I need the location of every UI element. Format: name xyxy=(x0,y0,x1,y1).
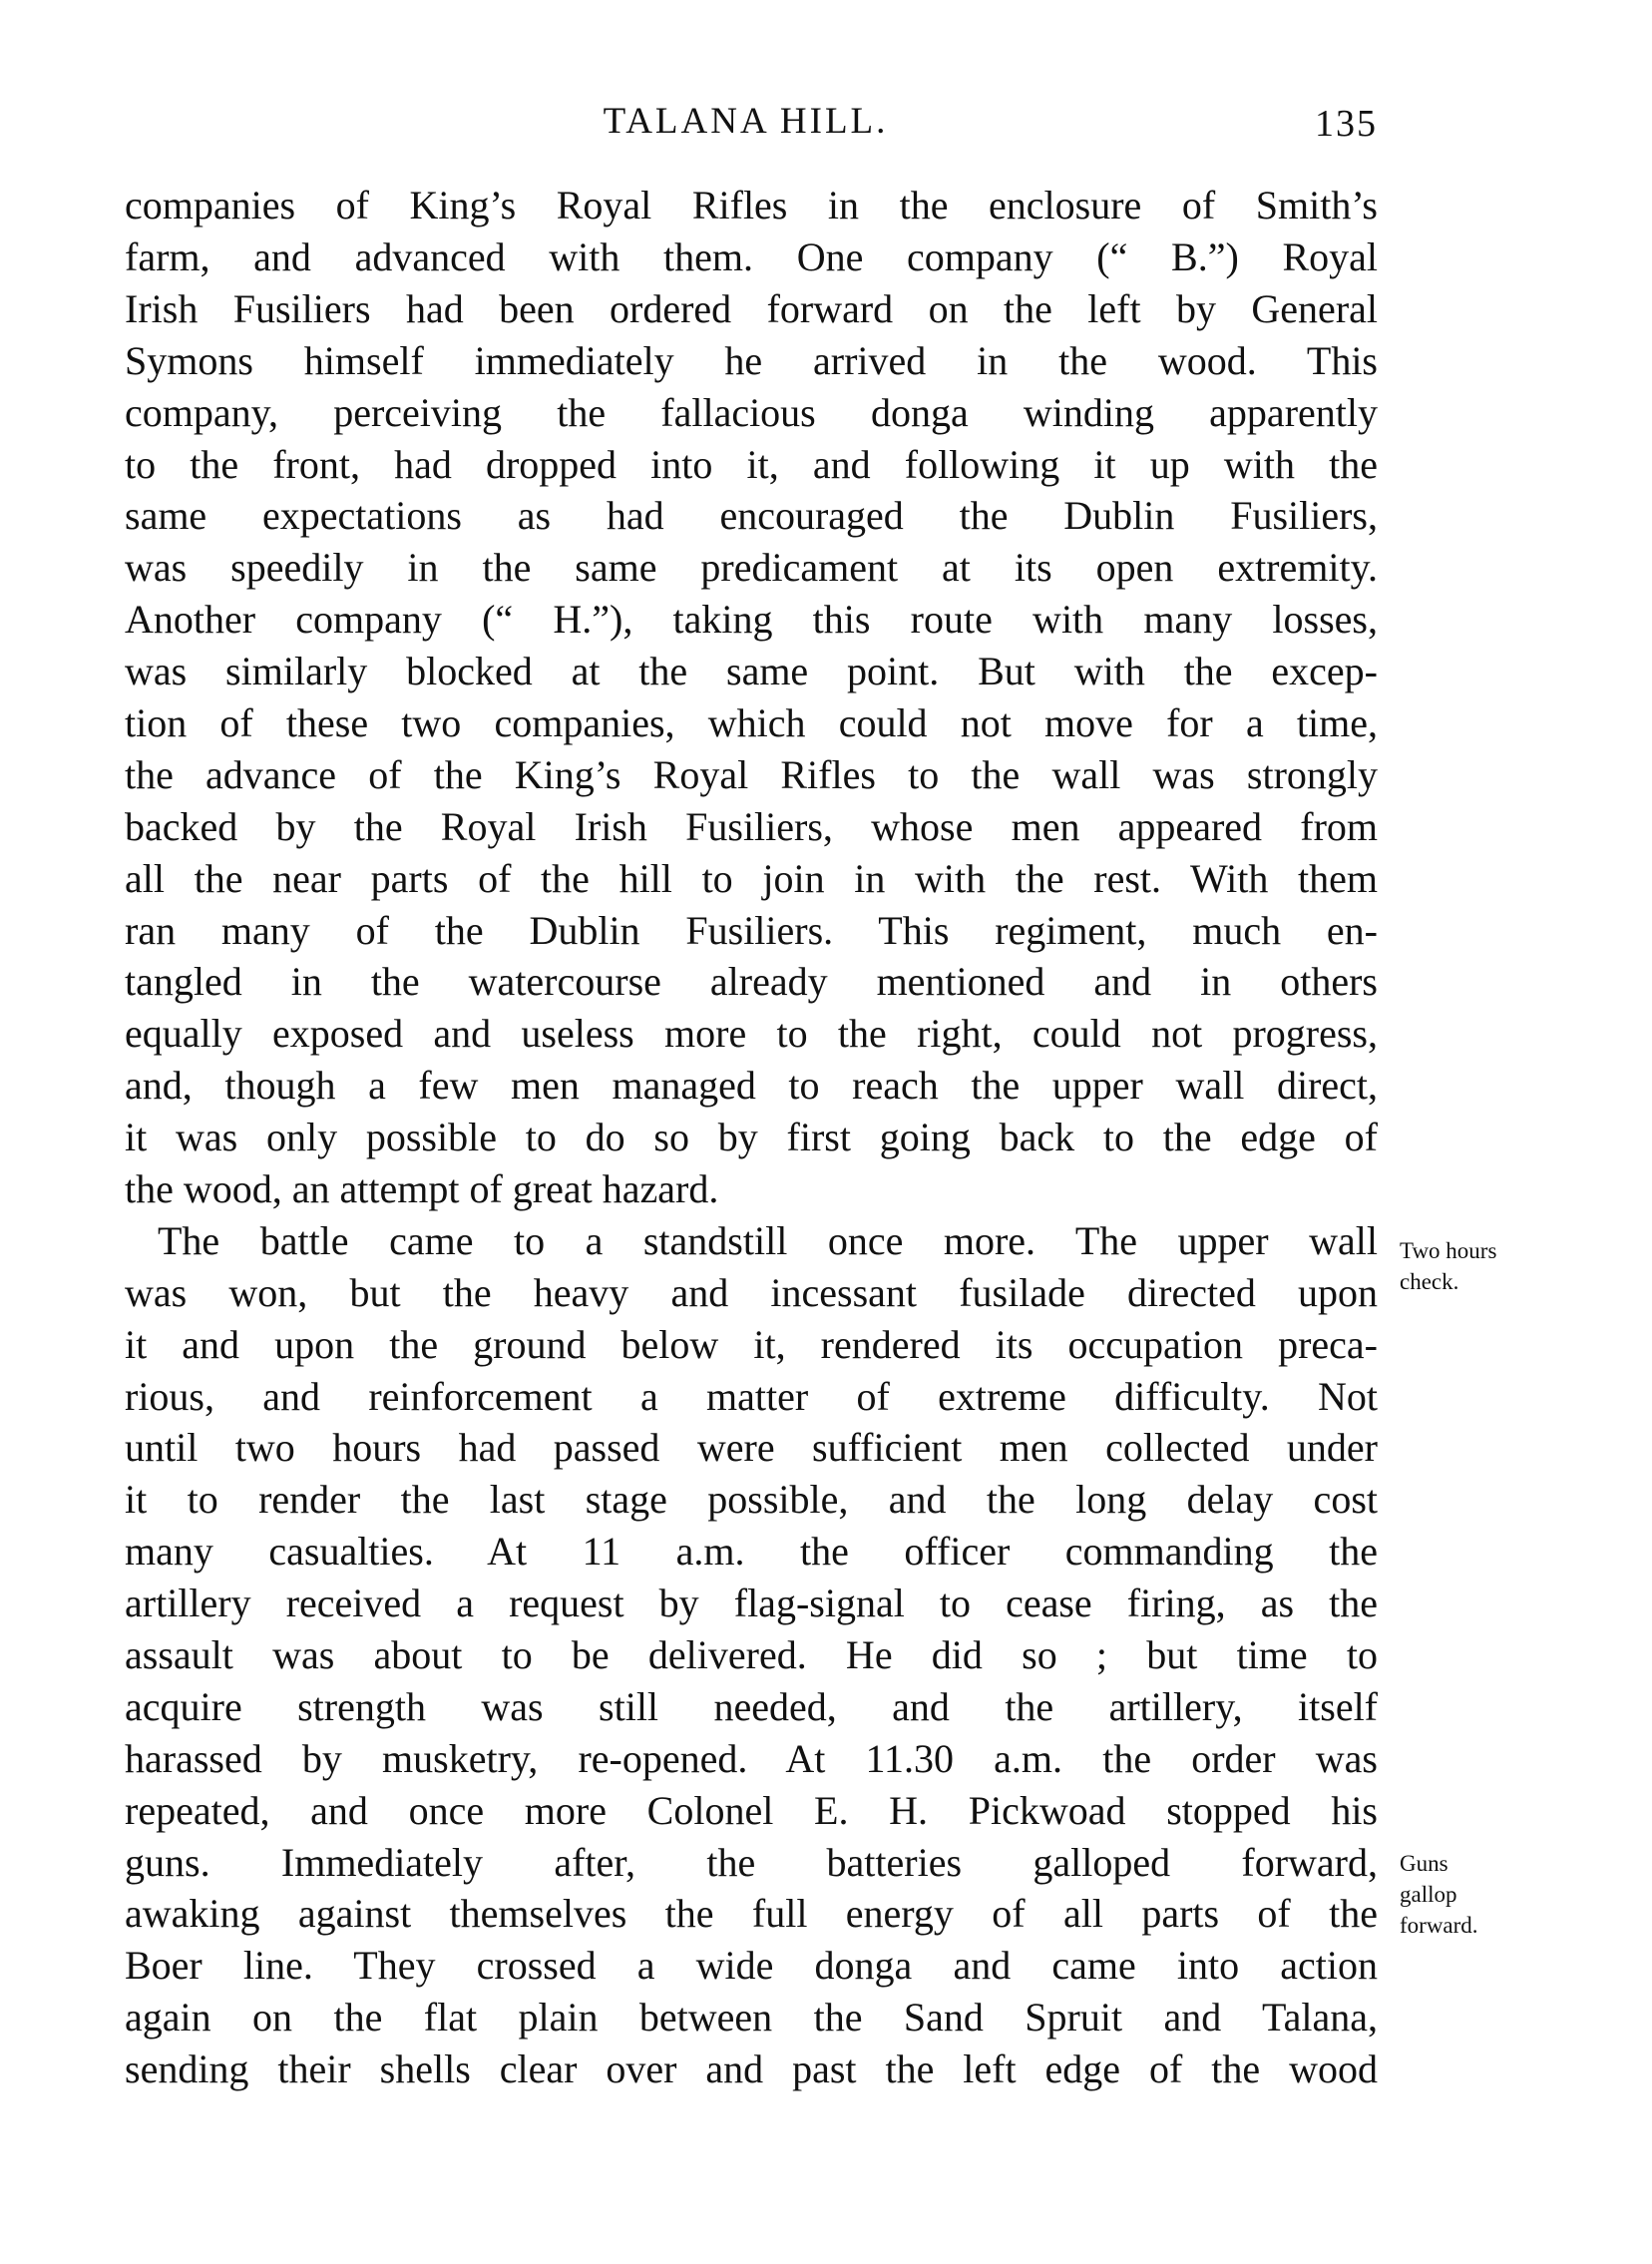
text-line: many casualties. At 11 a.m. the officer commanding the xyxy=(125,1529,1378,1574)
side-note-guns-gallop-forward xyxy=(1400,1848,1619,1941)
text-line: was speedily in the same predicament at its open extremity. xyxy=(125,545,1378,590)
text-line: The battle came to a standstill once more. The upper wall xyxy=(158,1218,1378,1263)
text-line: tion of these two companies, which could not move for a time, xyxy=(125,700,1378,745)
text-line: assault was about to be delivered. He did so ; but time to xyxy=(125,1632,1378,1677)
text-line: backed by the Royal Irish Fusiliers, whose men appeared from xyxy=(125,804,1378,849)
text-line: Boer line. They crossed a wide donga and came into action xyxy=(125,1943,1378,1988)
page-number: 135 xyxy=(1315,103,1378,145)
text-line: and, though a few men managed to reach the upper wall direct, xyxy=(125,1063,1378,1108)
side-note-line: Guns xyxy=(1400,1851,1448,1876)
text-line: all the near parts of the hill to join in with the rest. With them xyxy=(125,856,1378,901)
text-line: equally exposed and useless more to the right, could not progress, xyxy=(125,1011,1378,1056)
side-note-two-hours-check xyxy=(1400,1235,1619,1297)
text-line: artillery received a request by flag-signal to cease firing, as the xyxy=(125,1581,1378,1625)
side-note-line: forward. xyxy=(1400,1913,1478,1938)
text-line: Another company (“ H.”), taking this route with many losses, xyxy=(125,597,1378,642)
text-line: was won, but the heavy and incessant fusilade directed upon xyxy=(125,1270,1378,1315)
text-line: ran many of the Dublin Fusiliers. This regiment, much en- xyxy=(125,908,1378,953)
text-line: company, perceiving the fallacious donga winding apparently xyxy=(125,390,1378,435)
text-line: harassed by musketry, re-opened. At 11.30 a.m. the order was xyxy=(125,1736,1378,1781)
text-line: sending their shells clear over and past the left edge of the wood xyxy=(125,2046,1378,2091)
text-line: it and upon the ground below it, rendered its occupation preca- xyxy=(125,1322,1378,1367)
side-note-line: gallop xyxy=(1400,1882,1457,1907)
text-line: Symons himself immediately he arrived in the wood. This xyxy=(125,338,1378,383)
text-line: again on the flat plain between the Sand Spruit and Talana, xyxy=(125,1995,1378,2039)
running-header xyxy=(0,100,1652,150)
text-line: it to render the last stage possible, and the long delay cost xyxy=(125,1477,1378,1522)
running-title: TALANA HILL. xyxy=(603,101,889,142)
text-line: Irish Fusiliers had been ordered forward on the left by General xyxy=(125,286,1378,331)
text-line: until two hours had passed were sufficient men collected under xyxy=(125,1425,1378,1470)
text-line: tangled in the watercourse already mentioned and in others xyxy=(125,959,1378,1004)
text-line: companies of King’s Royal Rifles in the enclosure of Smith’s xyxy=(125,183,1378,227)
text-line: to the front, had dropped into it, and following it up with the xyxy=(125,442,1378,487)
side-note-line: Two hours xyxy=(1400,1238,1497,1263)
text-line: acquire strength was still needed, and the artillery, itself xyxy=(125,1684,1378,1729)
text-line: awaking against themselves the full energy of all parts of the xyxy=(125,1891,1378,1936)
text-line: was similarly blocked at the same point. But with the excep- xyxy=(125,649,1378,693)
side-note-line: check. xyxy=(1400,1269,1459,1294)
text-line: it was only possible to do so by first going back to the edge of xyxy=(125,1115,1378,1159)
text-line: farm, and advanced with them. One company (“ B.”) Royal xyxy=(125,234,1378,279)
text-line: rious, and reinforcement a matter of extreme difficulty. Not xyxy=(125,1374,1378,1419)
text-line: same expectations as had encouraged the Dublin Fusiliers, xyxy=(125,493,1378,538)
text-line: the advance of the King’s Royal Rifles to the wall was strongly xyxy=(125,752,1378,797)
text-line: repeated, and once more Colonel E. H. Pickwoad stopped his xyxy=(125,1788,1378,1833)
text-line: the wood, an attempt of great hazard. xyxy=(125,1166,719,1211)
text-line: guns. Immediately after, the batteries galloped forward, xyxy=(125,1840,1378,1885)
